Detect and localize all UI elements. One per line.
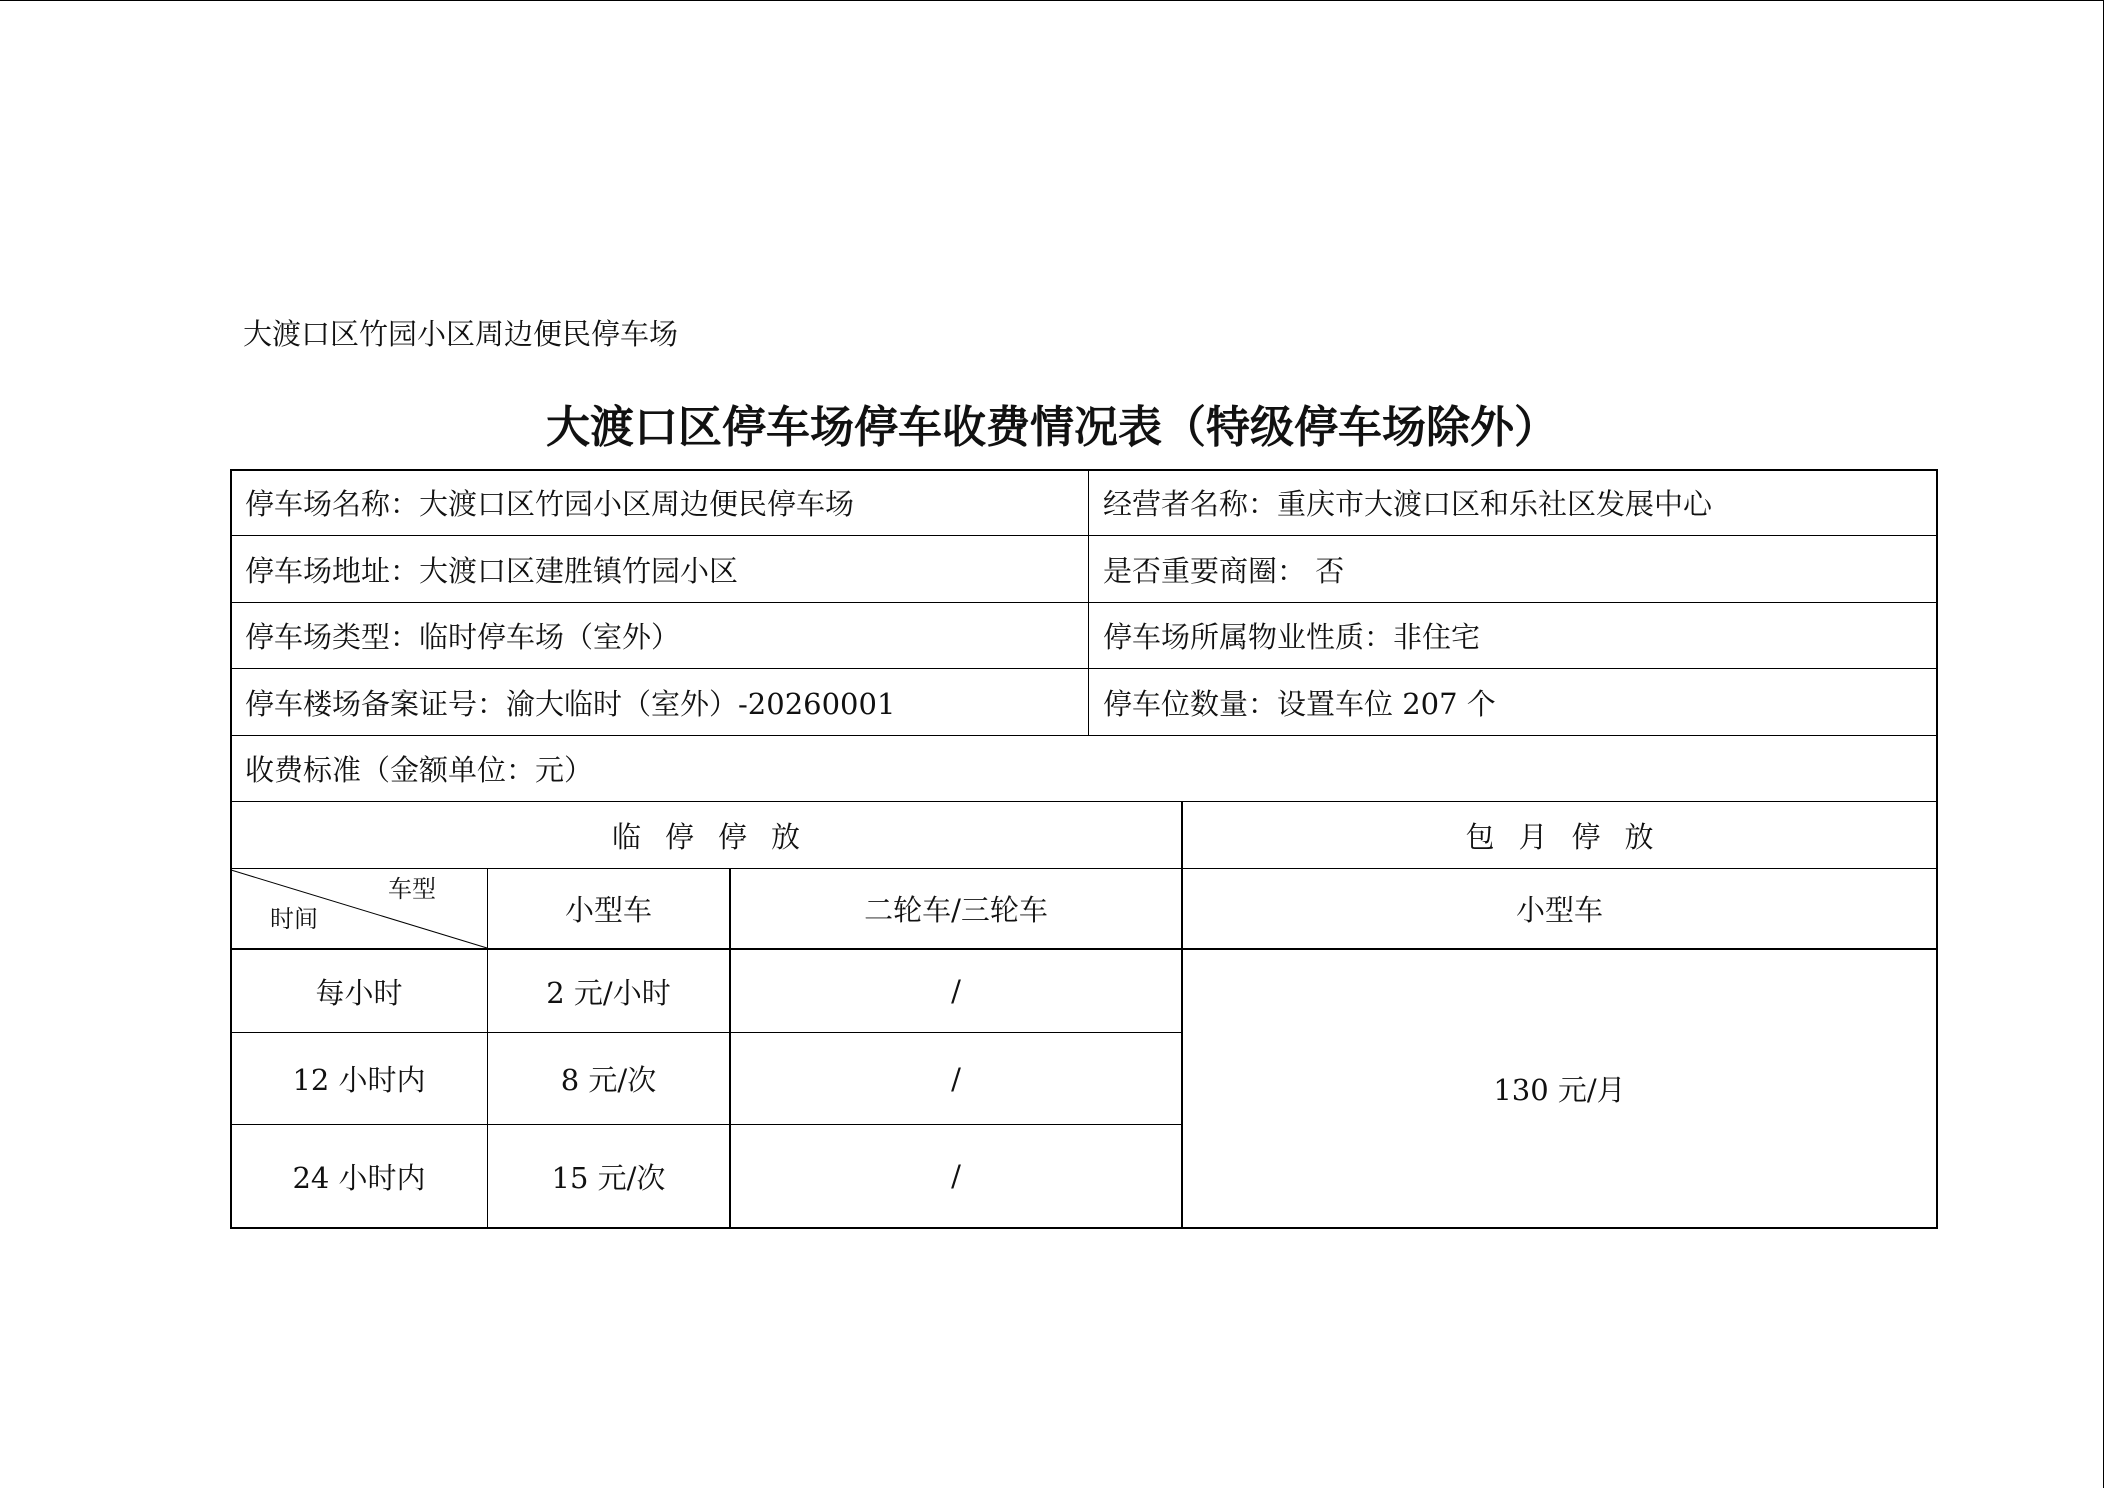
temp-parking-header bbox=[231, 802, 1181, 868]
row-period: 每小时 bbox=[315, 975, 403, 1010]
lot-name: 停车场名称：大渡口区竹园小区周边便民停车场 bbox=[245, 487, 855, 521]
lot-address: 停车场地址：大渡口区建胜镇竹园小区 bbox=[245, 553, 739, 588]
temp-parking-header-text: 临停停放 bbox=[611, 819, 824, 854]
document-subtitle: 大渡口区竹园小区周边便民停车场 bbox=[243, 317, 679, 351]
row-two-three-wheel-fee: / bbox=[951, 974, 961, 1008]
fee-standard-label: 收费标准（金额单位：元） bbox=[245, 753, 594, 787]
space-count: 停车位数量：设置车位 207 个 bbox=[1103, 686, 1496, 721]
property-nature: 停车场所属物业性质：非住宅 bbox=[1103, 620, 1481, 654]
col-small-car: 小型车 bbox=[564, 893, 652, 927]
operator-name: 经营者名称：重庆市大渡口区和乐社区发展中心 bbox=[1103, 487, 1713, 521]
lot-type: 停车场类型：临时停车场（室外） bbox=[245, 620, 681, 654]
row-two-three-wheel-fee: / bbox=[951, 1061, 961, 1096]
monthly-parking-header-text: 包月停放 bbox=[1465, 819, 1678, 854]
row-small-car-fee: 8 元/次 bbox=[560, 1063, 657, 1097]
key-district: 是否重要商圈： 否 bbox=[1103, 553, 1345, 588]
row-small-car-fee: 15 元/次 bbox=[551, 1160, 666, 1195]
col-two-three-wheel: 二轮车/三轮车 bbox=[864, 893, 1048, 927]
corner-time-label: 时间 bbox=[270, 905, 318, 933]
row-two-three-wheel-fee: / bbox=[951, 1159, 961, 1193]
table-border-right bbox=[1936, 469, 1938, 1229]
corner-vehicle-type-label: 车型 bbox=[388, 875, 436, 903]
row-small-car-fee: 2 元/小时 bbox=[546, 975, 671, 1010]
monthly-price: 130 元/月 bbox=[1493, 1073, 1626, 1107]
col-monthly-small-car: 小型车 bbox=[1515, 893, 1603, 927]
document-title: 大渡口区停车场停车收费情况表（特级停车场除外） bbox=[546, 402, 1558, 453]
row-period: 12 小时内 bbox=[292, 1063, 426, 1097]
page-top-border bbox=[0, 0, 2104, 1]
record-number: 停车楼场备案证号：渝大临时（室外）-20260001 bbox=[245, 686, 896, 721]
monthly-parking-header bbox=[1183, 802, 1936, 868]
row-period: 24 小时内 bbox=[292, 1160, 426, 1195]
